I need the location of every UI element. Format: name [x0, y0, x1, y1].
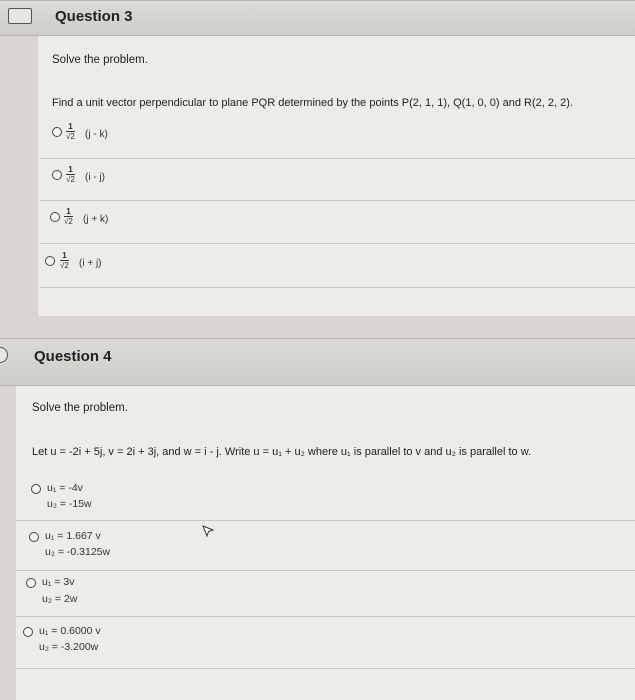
q3-option-1-label: (j - k): [85, 129, 108, 140]
q4-option-separator: [16, 570, 635, 571]
q4-option-1-line2: u₂ = -15w: [47, 498, 92, 510]
q4-option-3-line2: u₂ = 2w: [42, 593, 78, 605]
q4-option-4-radio[interactable]: [23, 627, 33, 637]
q3-option-separator: [40, 200, 635, 201]
question-3-instruction: Solve the problem.: [52, 54, 148, 66]
question-3-prompt: Find a unit vector perpendicular to plane PQR determined by the points P(2, 1, 1), Q(1, 0, 0) and R(2, 2, 2).: [52, 97, 573, 109]
q4-option-2-line2: u₂ = -0.3125w: [45, 546, 111, 558]
question-3-flag-icon[interactable]: [8, 8, 32, 24]
q3-option-4-label: (i + j): [79, 258, 102, 269]
question-4-prompt: Let u = -2i + 5j, v = 2i + 3j, and w = i - j. Write u = u₁ + u₂ where u₁ is parallel to v and u₂ is parallel to w.: [32, 446, 532, 458]
q3-option-separator: [40, 243, 635, 244]
q3-option-4-radio[interactable]: [45, 256, 55, 266]
q4-option-separator: [16, 520, 635, 521]
q4-option-4-line2: u₂ = -3.200w: [39, 641, 99, 653]
q3-option-3-radio[interactable]: [50, 212, 60, 222]
q3-option-3-fraction: $\frac{1}{√2}$: [64, 207, 73, 226]
q3-option-1-radio[interactable]: [52, 127, 62, 137]
q3-option-2-label: (i - j): [85, 172, 105, 183]
q4-option-3-line1: u₁ = 3v: [42, 576, 75, 588]
q4-option-separator: [16, 616, 635, 617]
q3-option-1-fraction: $\frac{1}{√2}$: [66, 122, 75, 141]
q3-option-separator: [40, 158, 635, 159]
q4-option-separator: [16, 668, 635, 669]
q3-option-separator: [40, 287, 635, 288]
q4-option-4-line1: u₁ = 0.6000 v: [39, 625, 101, 637]
q4-option-1-radio[interactable]: [31, 484, 41, 494]
question-4-title: Question 4: [34, 348, 112, 365]
question-4-body: [16, 386, 635, 700]
q3-option-2-radio[interactable]: [52, 170, 62, 180]
question-3-body: [38, 36, 635, 316]
question-3-title: Question 3: [55, 8, 133, 25]
q3-option-4-fraction: $\frac{1}{√2}$: [60, 251, 69, 270]
q4-option-2-line1: u₁ = 1.667 v: [45, 530, 101, 542]
question-4-instruction: Solve the problem.: [32, 402, 128, 414]
q4-option-2-radio[interactable]: [29, 532, 39, 542]
q3-option-3-label: (j + k): [83, 214, 109, 225]
q3-option-2-fraction: $\frac{1}{√2}$: [66, 165, 75, 184]
q4-option-1-line1: u₁ = -4v: [47, 482, 83, 494]
mouse-pointer-icon: [201, 524, 215, 538]
q4-option-3-radio[interactable]: [26, 578, 36, 588]
